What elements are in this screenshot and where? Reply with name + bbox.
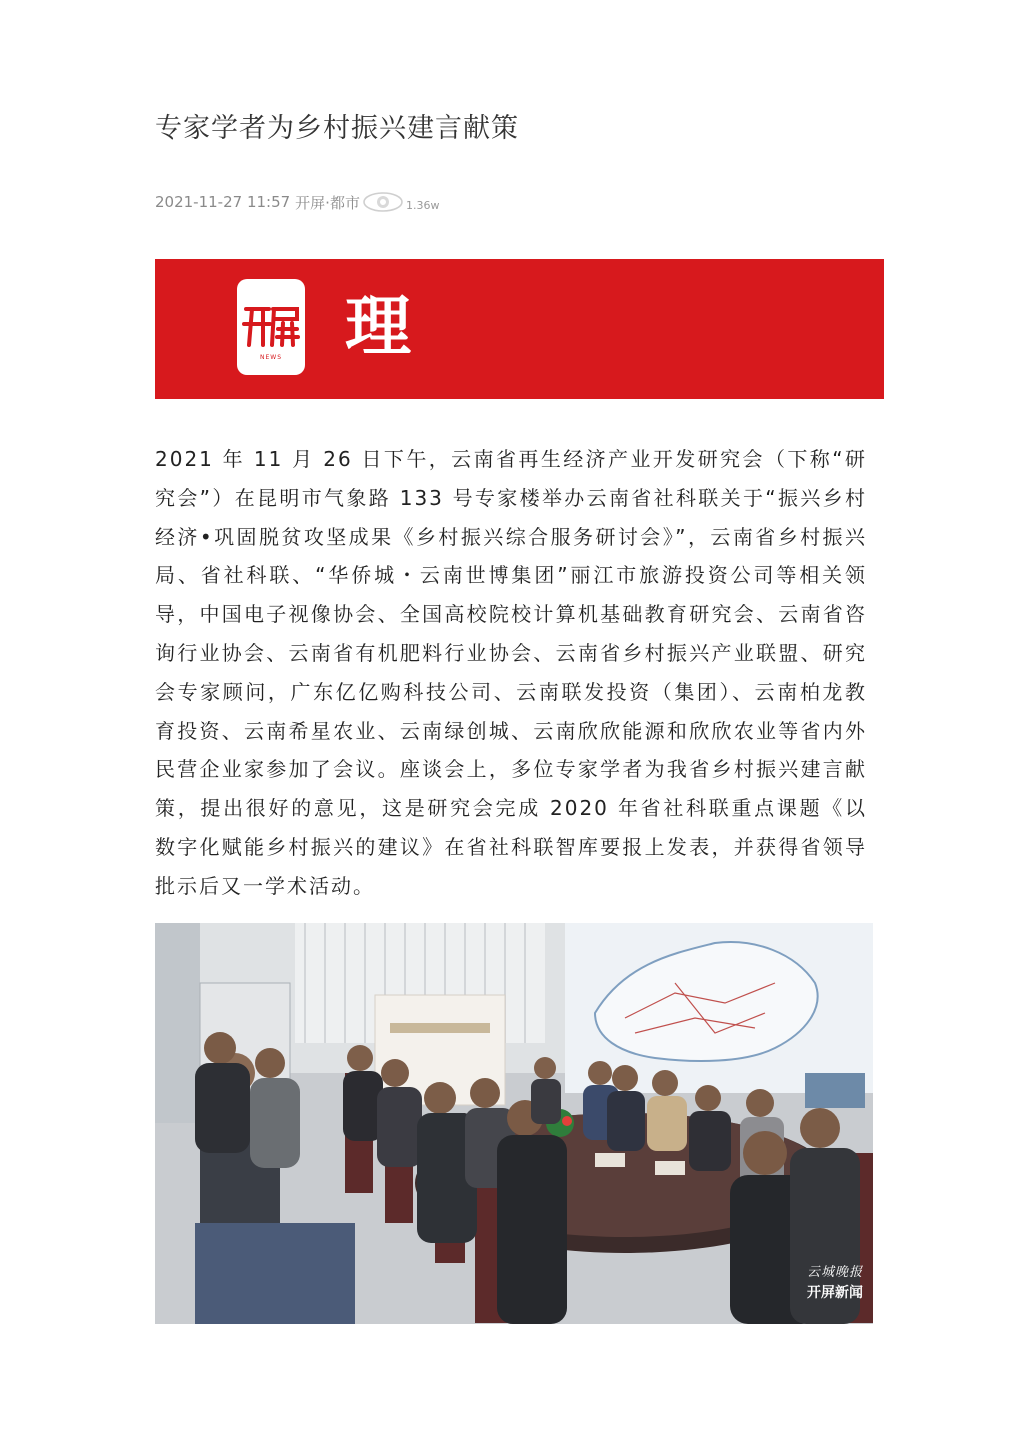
watermark-newspaper: 云城晚报 <box>806 1265 863 1280</box>
logo-subtext: NEWS <box>259 354 283 361</box>
article-source[interactable]: 开屏·都市 <box>295 193 360 212</box>
banner-character: 理 <box>345 288 411 365</box>
view-count: 1.36w <box>405 198 440 212</box>
meeting-photo <box>155 923 873 1324</box>
section-banner <box>155 259 884 399</box>
publish-datetime: 2021-11-27 11:57 <box>155 193 291 211</box>
article-meta <box>155 190 439 214</box>
kaiping-logo <box>237 279 305 375</box>
photo-watermark <box>807 1261 863 1302</box>
article-title: 专家学者为乡村振兴建言献策 <box>155 113 519 144</box>
eye-icon <box>362 191 404 213</box>
article-paragraph: 2021 年 11 月 26 日下午，云南省再生经济产业开发研究会（下称“研究会”）在昆明市气象路 133 号专家楼举办云南省社科联关于“振兴乡村经济•巩固脱贫攻坚成果《乡村振兴综合服务研讨会》”，云南省乡村振兴局、省社科联、“华侨城・云南世博集团”丽江市旅游投资公司等相关领导，中国电子视像协会、全国高校院校计算机基础教育研究会、云南省咨询行业协会、云南省有机肥料行业协会、云南省乡村振兴产业联盟、研究会专家顾问，广东亿亿购科技公司、云南联发投资（集团）、云南柏龙教育投资、云南希星农业、云南绿创城、云南欣欣能源和欣欣农业等省内外民营企业家参加了会议。座谈会上，多位专家学者为我省乡村振兴建言献策，提出很好的意见，这是研究会完成 2020 年省社科联重点课题《以数字化赋能乡村振兴的建议》在省社科联智库要报上发表，并获得省领导批示后又一学术活动。 <box>155 447 867 898</box>
watermark-brand: 开屏新闻 <box>806 1285 863 1301</box>
